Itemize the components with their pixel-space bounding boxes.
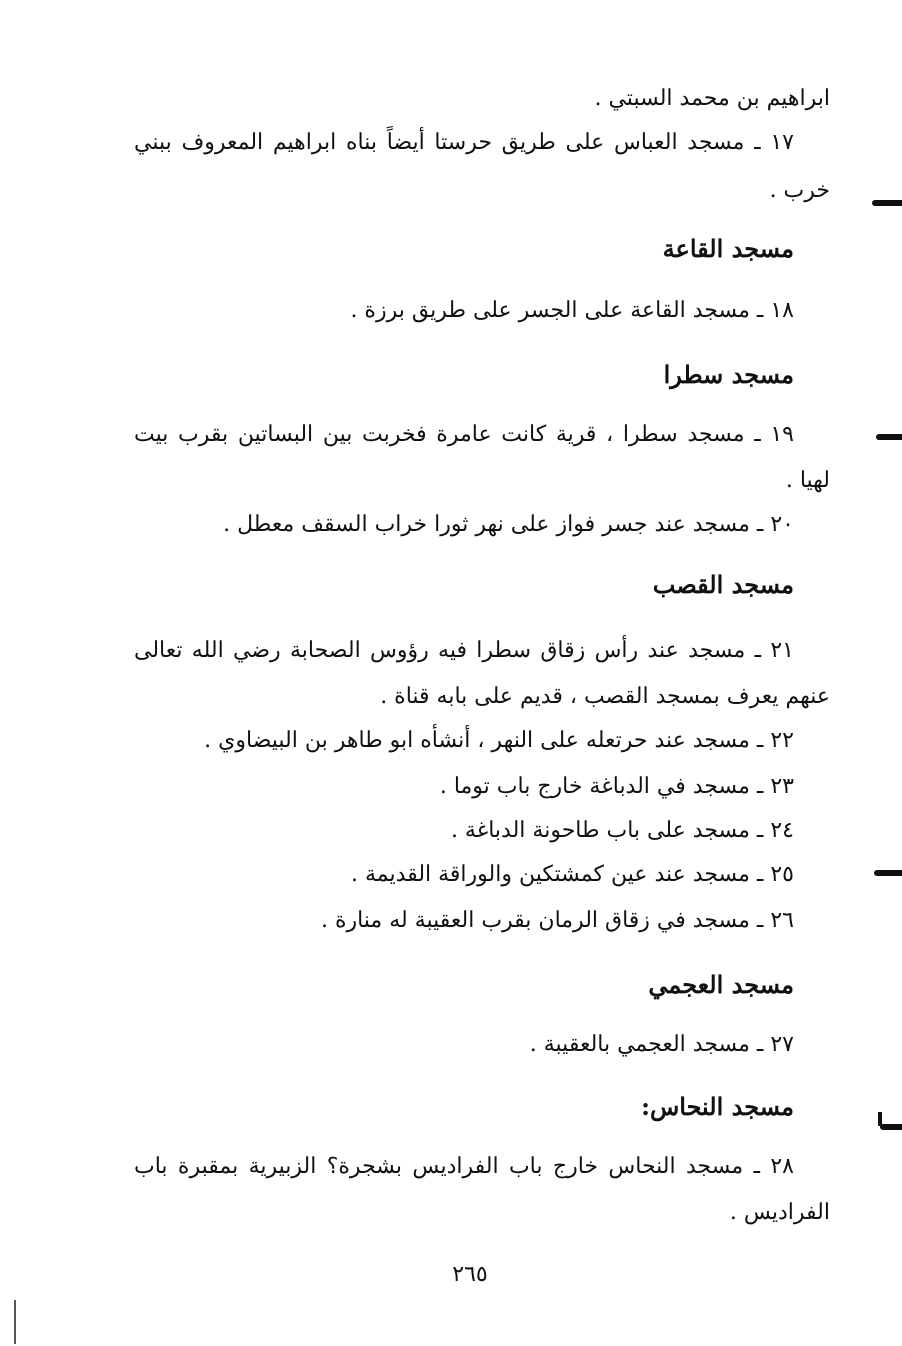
entry-28-line-1: ٢٨ ـ مسجد النحاس خارج باب الفراديس بشجرة؟ الزبيرية بمقبرة باب bbox=[134, 1154, 794, 1179]
section-heading-ajami: مسجد العجمي bbox=[648, 970, 794, 999]
entry-25: ٢٥ ـ مسجد عند عين كمشتكين والوراقة القديمة . bbox=[351, 862, 794, 887]
entry-23: ٢٣ ـ مسجد في الدباغة خارج باب توما . bbox=[439, 774, 794, 799]
entry-19-line-2: لهيا . bbox=[785, 468, 830, 493]
scan-corner-mark bbox=[14, 1300, 16, 1344]
entry-20: ٢٠ ـ مسجد عند جسر فواز على نهر ثورا خراب السقف معطل . bbox=[223, 512, 794, 537]
margin-edge-mark bbox=[872, 200, 902, 206]
entry-17-line-2: خرب . bbox=[769, 178, 830, 203]
margin-edge-notch bbox=[878, 1112, 882, 1126]
entry-28-line-2: الفراديس . bbox=[729, 1200, 830, 1225]
entry-21-line-2: عنهم يعرف بمسجد القصب ، قديم على بابه قناة . bbox=[380, 684, 830, 709]
section-heading-satra: مسجد سطرا bbox=[663, 360, 794, 389]
page-number: ٢٦٥ bbox=[452, 1262, 488, 1287]
section-heading-qaa: مسجد القاعة bbox=[662, 234, 794, 263]
entry-21-line-1: ٢١ ـ مسجد عند رأس زقاق سطرا فيه رؤوس الصحابة رضي الله تعالى bbox=[134, 638, 794, 663]
entry-17-line-1: ١٧ ـ مسجد العباس على طريق حرستا أيضاً بناه ابراهيم المعروف ببني bbox=[134, 130, 794, 155]
margin-edge-mark bbox=[874, 870, 902, 876]
section-heading-qasab: مسجد القصب bbox=[652, 570, 794, 599]
margin-edge-mark bbox=[876, 434, 902, 440]
continuation-line: ابراهيم بن محمد السبتي . bbox=[594, 86, 830, 111]
entry-27: ٢٧ ـ مسجد العجمي بالعقيبة . bbox=[529, 1032, 794, 1057]
section-heading-nahhas: مسجد النحاس: bbox=[641, 1092, 794, 1121]
entry-18: ١٨ ـ مسجد القاعة على الجسر على طريق برزة . bbox=[350, 298, 794, 323]
entry-19-line-1: ١٩ ـ مسجد سطرا ، قرية كانت عامرة فخربت بين البساتين بقرب بيت bbox=[134, 422, 794, 447]
margin-edge-mark bbox=[880, 1124, 902, 1130]
entry-26: ٢٦ ـ مسجد في زقاق الرمان بقرب العقيبة له منارة . bbox=[320, 908, 794, 933]
entry-24: ٢٤ ـ مسجد على باب طاحونة الدباغة . bbox=[450, 818, 794, 843]
entry-22: ٢٢ ـ مسجد عند حرتعله على النهر ، أنشأه ابو طاهر بن البيضاوي . bbox=[204, 728, 794, 753]
